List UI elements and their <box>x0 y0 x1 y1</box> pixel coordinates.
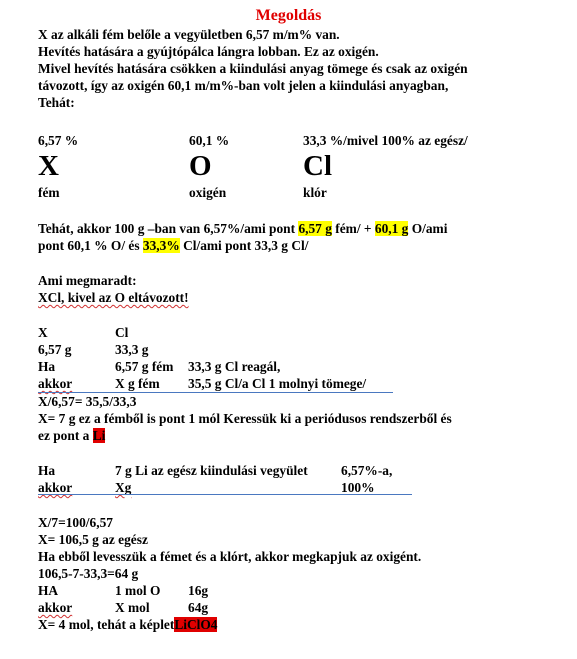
table2-r1-c3: 6,57%-a, <box>341 463 393 478</box>
page-title: Megoldás <box>255 7 322 24</box>
table1-r2-c1: 6,57 g <box>38 342 72 357</box>
table3-r2-c2: X mol <box>115 600 150 615</box>
highlight-formula: LiClO4 <box>174 617 218 632</box>
table3-r1-c1: HA <box>38 583 59 598</box>
highlight-lithium: Li <box>92 428 106 443</box>
table3-r2-c1: akkor <box>38 600 73 615</box>
table3-r1-c2: 1 mol O <box>115 583 161 598</box>
remain-line-1: Ami megmaradt: <box>38 273 137 288</box>
equation-1: X/6,57= 35,5/33,3 <box>38 394 137 409</box>
oxygen-percent: 60,1 % <box>189 133 230 148</box>
metal-name: fém <box>38 185 60 200</box>
intro-line-5: Tehát: <box>38 95 75 110</box>
table1-r3-c3: 33,3 g Cl reagál, <box>188 359 281 374</box>
metal-symbol: X <box>38 150 59 182</box>
intro-line-4: távozott, így az oxigén 60,1 m/m%-ban volt jelen a kiindulási anyagban, <box>38 78 449 93</box>
step-4: 106,5-7-33,3=64 g <box>38 566 139 581</box>
table1-r3-c1: Ha <box>38 359 56 374</box>
intro-line-1: X az alkáli fém belőle a vegyületben 6,57 m/m% van. <box>38 27 340 42</box>
table1-r3-c2: 6,57 g fém <box>115 359 174 374</box>
table2-r2-c3: 100% <box>341 480 375 495</box>
table2-r1-c1: Ha <box>38 463 56 478</box>
remain-line-2: XCl, kivel az O eltávozott! <box>38 290 189 305</box>
table2-r2-c2: Xg <box>115 480 132 495</box>
table2-r2-c1: akkor <box>38 480 73 495</box>
table1-r1-c1: X <box>38 325 48 340</box>
final-result: X= 4 mol, tehát a képletLiClO4 <box>38 617 218 632</box>
table1-r4-c3: 35,5 g Cl/a Cl 1 molnyi tömege/ <box>188 376 367 391</box>
step-2: X= 106,5 g az egész <box>38 532 148 547</box>
chlorine-symbol: Cl <box>303 150 332 182</box>
calc-line-1: Tehát, akkor 100 g –ban van 6,57%/ami pont 6,57 g fém/ + 60,1 g O/ami <box>38 221 448 236</box>
step-3: Ha ebből levesszük a fémet és a klórt, akkor megkapjuk az oxigént. <box>38 549 422 564</box>
table1-r4-c2: X g fém <box>115 376 160 391</box>
table2-r1-c2: 7 g Li az egész kiindulási vegyület <box>115 463 308 478</box>
oxygen-name: oxigén <box>189 185 227 200</box>
chlorine-name: klór <box>303 185 327 200</box>
highlight-chlorine-percent: 33,3% <box>142 238 180 253</box>
calc-line-2: pont 60,1 % O/ és 33,3% Cl/ami pont 33,3 g Cl/ <box>38 238 309 253</box>
table1-r1-c2: Cl <box>115 325 129 340</box>
chlorine-percent: 33,3 %/mivel 100% az egész/ <box>303 133 468 148</box>
table3-r2-c3: 64g <box>188 600 209 615</box>
step-1: X/7=100/6,57 <box>38 515 113 530</box>
result-line-2: ez pont a Li <box>38 428 106 443</box>
result-line-1: X= 7 g ez a fémből is pont 1 mól Keressük ki a periódusos rendszerből és <box>38 411 452 426</box>
intro-line-3: Mivel hevítés hatására csökken a kiindulási anyag tömege és csak az oxigén <box>38 61 468 76</box>
highlight-metal-mass: 6,57 g <box>298 221 332 236</box>
table1-r4-c1: akkor <box>38 376 73 391</box>
intro-line-2: Hevítés hatására a gyújtópálca lángra lobban. Ez az oxigén. <box>38 44 379 59</box>
highlight-oxygen-mass: 60,1 g <box>374 221 409 236</box>
table3-r1-c3: 16g <box>188 583 209 598</box>
table1-r2-c2: 33,3 g <box>115 342 149 357</box>
oxygen-symbol: O <box>189 150 212 182</box>
divider-line-2 <box>38 494 412 495</box>
metal-percent: 6,57 % <box>38 133 79 148</box>
